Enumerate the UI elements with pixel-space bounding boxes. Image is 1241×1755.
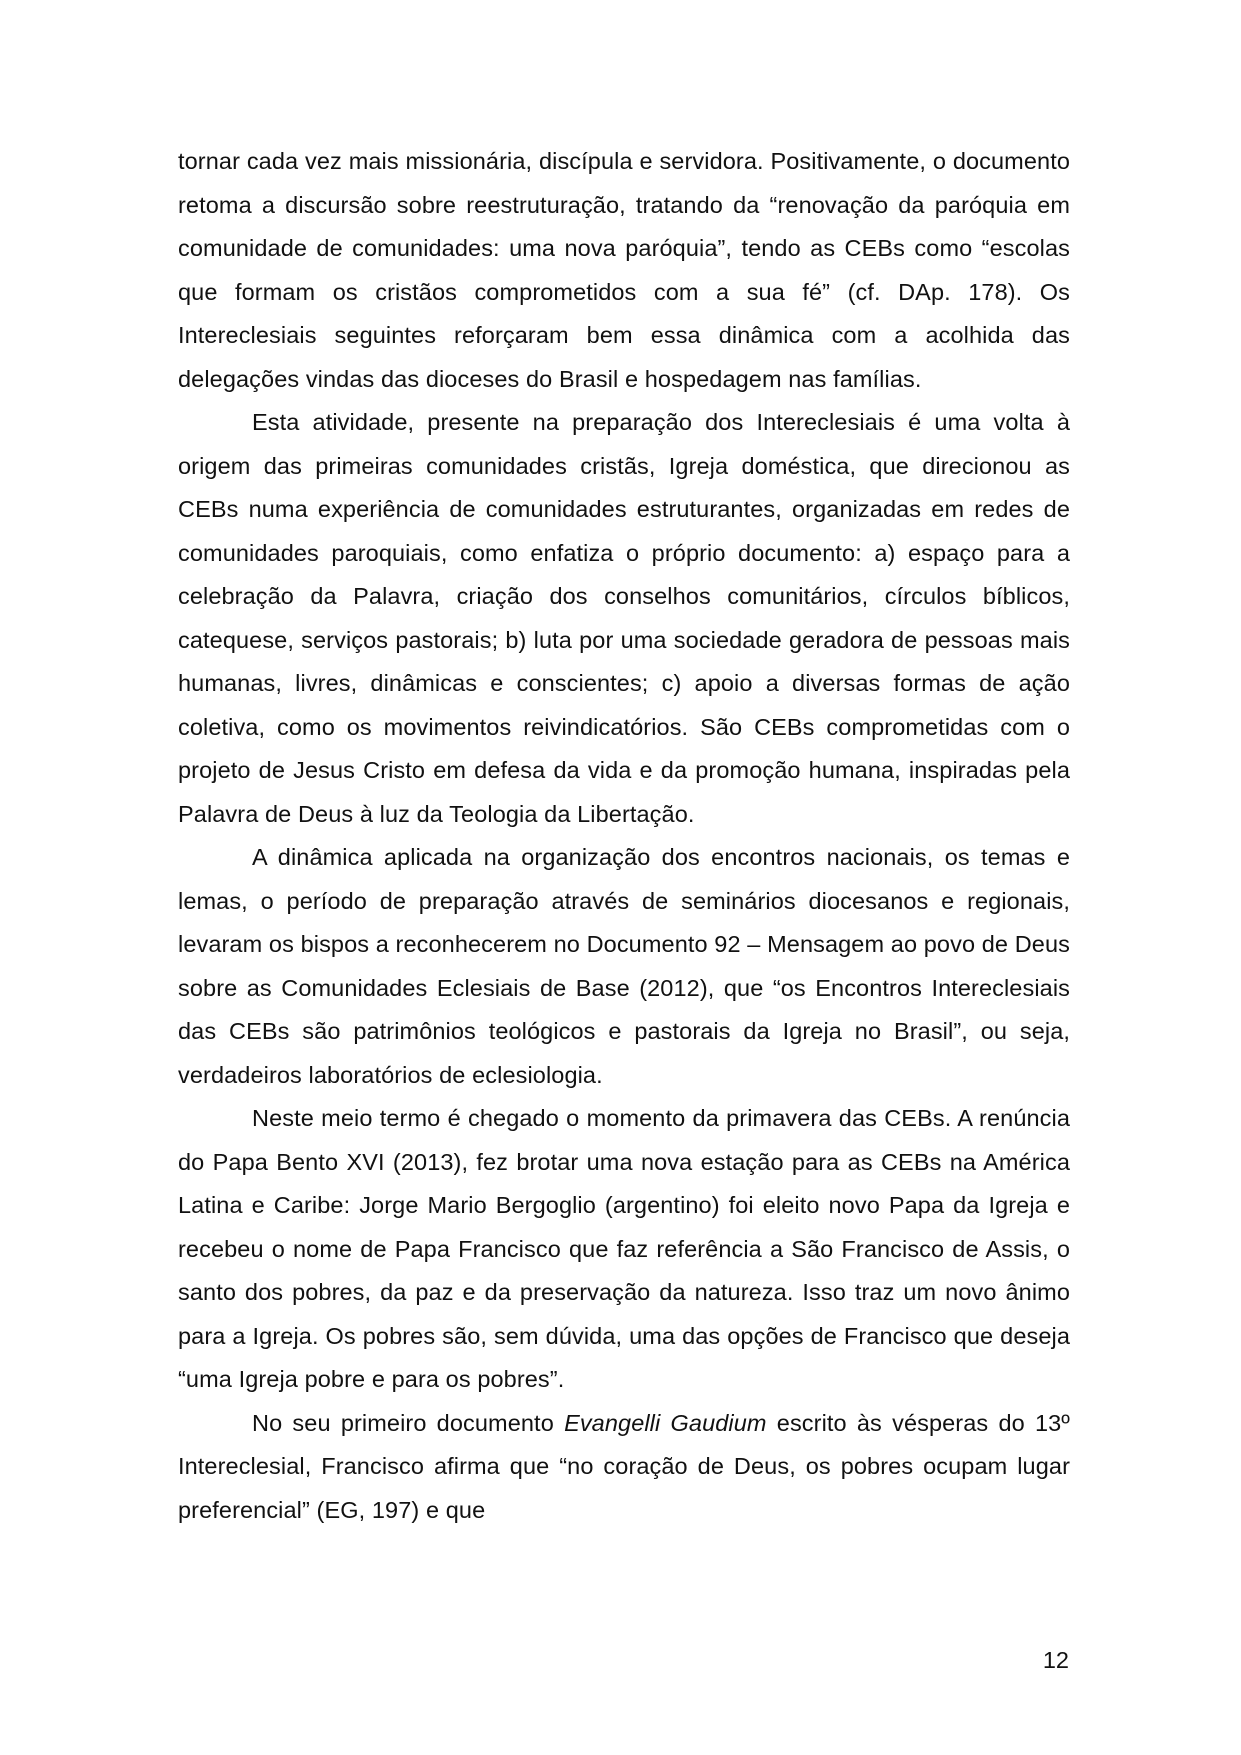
body-text	[178, 140, 1070, 1532]
paragraph-3: A dinâmica aplicada na organização dos encontros nacionais, os temas e lemas, o período de preparação através de seminários diocesanos e regionais, levaram os bispos a reconhecerem no Documento 92 – Mensagem ao povo de Deus sobre as Comunidades Eclesiais de Base (2012), que “os Encontros Intereclesiais das CEBs são patrimônios teológicos e pastorais da Igreja no Brasil”, ou seja, verdadeiros laboratórios de eclesiologia.	[178, 844, 1070, 1088]
paragraph-1: tornar cada vez mais missionária, discípula e servidora. Positivamente, o documento retoma a discursão sobre reestruturação, tratando da “renovação da paróquia em comunidade de comunidades: uma nova paróquia”, tendo as CEBs como “escolas que formam os cristãos comprometidos com a sua fé” (cf. DAp. 178). Os Intereclesiais seguintes reforçaram bem essa dinâmica com a acolhida das delegações vindas das dioceses do Brasil e hospedagem nas famílias.	[178, 148, 1070, 392]
paragraph-5-text-before: No seu primeiro documento	[252, 1409, 565, 1436]
paragraph-4: Neste meio termo é chegado o momento da primavera das CEBs. A renúncia do Papa Bento XVI (2013), fez brotar uma nova estação para as CEBs na América Latina e Caribe: Jorge Mario Bergoglio (argentino) foi eleito novo Papa da Igreja e recebeu o nome de Papa Francisco que faz referência a São Francisco de Assis, o santo dos pobres, da paz e da preservação da natureza. Isso traz um novo ânimo para a Igreja. Os pobres são, sem dúvida, uma das opções de Francisco que deseja “uma Igreja pobre e para os pobres”.	[178, 1105, 1070, 1392]
paragraph-5-text-after: escrito às vésperas do 13º Intereclesial, Francisco afirma que “no coração de Deus, os pobres ocupam lugar preferencial” (EG, 197) e que	[178, 1409, 1070, 1523]
paragraph-2: Esta atividade, presente na preparação dos Intereclesiais é uma volta à origem das primeiras comunidades cristãs, Igreja doméstica, que direcionou as CEBs numa experiência de comunidades estruturantes, organizadas em redes de comunidades paroquiais, como enfatiza o próprio documento: a) espaço para a celebração da Palavra, criação dos conselhos comunitários, círculos bíblicos, catequese, serviços pastorais; b) luta por uma sociedade geradora de pessoas mais humanas, livres, dinâmicas e conscientes; c) apoio a diversas formas de ação coletiva, como os movimentos reivindicatórios. São CEBs comprometidas com o projeto de Jesus Cristo em defesa da vida e da promoção humana, inspiradas pela Palavra de Deus à luz da Teologia da Libertação.	[178, 409, 1070, 827]
paragraph-5	[178, 1402, 1070, 1533]
page-number: 12	[1042, 1647, 1069, 1673]
document-title-italic: Evangelli Gaudium	[564, 1409, 767, 1436]
